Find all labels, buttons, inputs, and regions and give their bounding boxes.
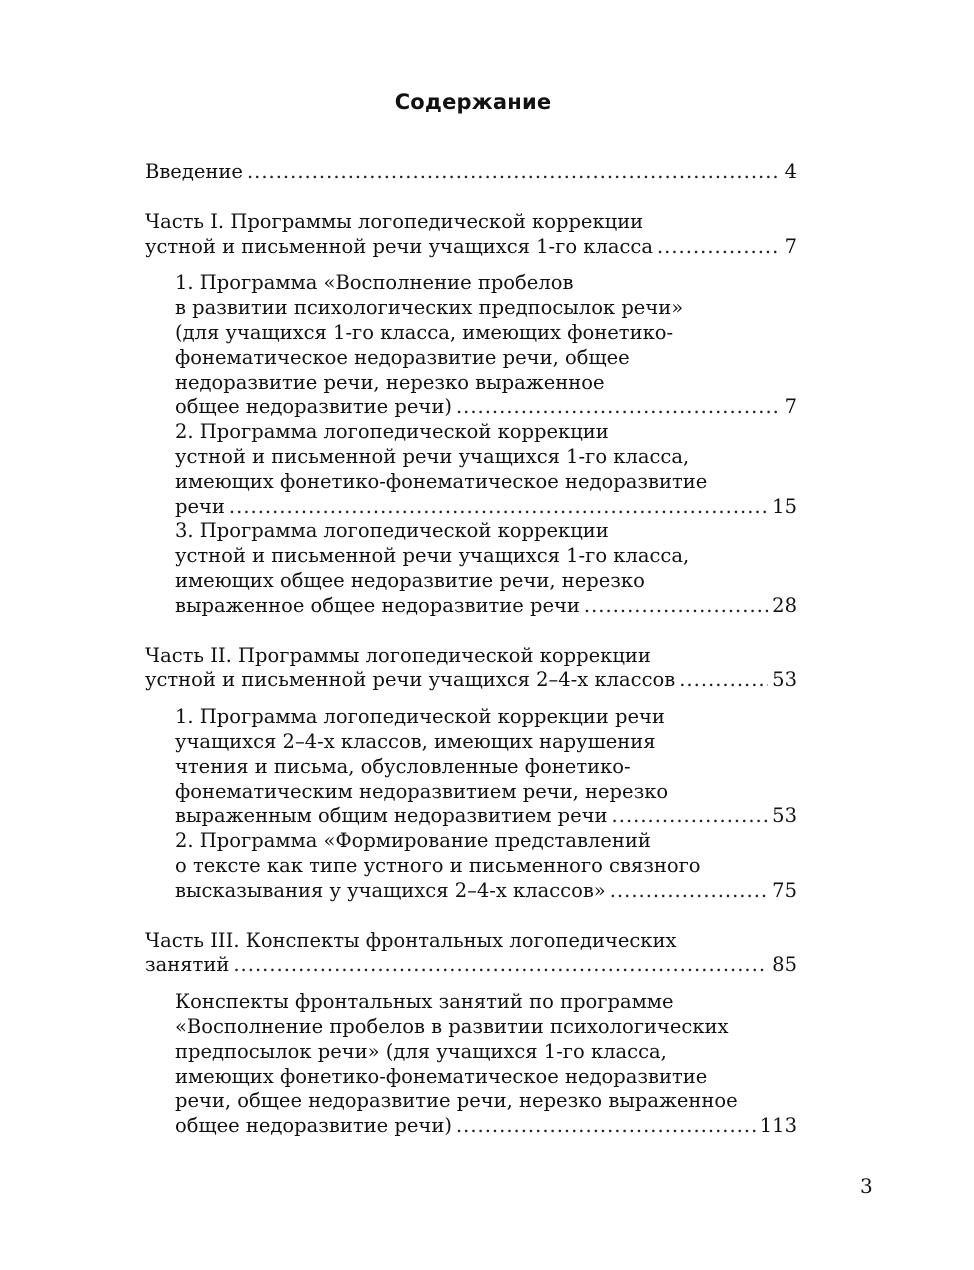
toc-line: 2. Программа логопедической коррекции bbox=[175, 420, 609, 444]
toc-line: фонематическим недоразвитием речи, нерезко bbox=[175, 779, 669, 803]
toc-line: учащихся 2–4-х классов, имеющих нарушения bbox=[175, 729, 656, 753]
page-number: 3 bbox=[860, 1174, 873, 1198]
toc-entry-part-2-program-2 bbox=[175, 829, 797, 903]
toc-page-number: 7 bbox=[784, 395, 797, 419]
toc-line: общее недоразвитие речи) bbox=[175, 1114, 452, 1138]
toc-line: имеющих фонетико-фонематическое недоразвитие bbox=[175, 1064, 708, 1088]
dot-leader bbox=[584, 594, 768, 619]
toc-page-number: 53 bbox=[772, 668, 797, 692]
toc-line: о тексте как типе устного и письменного связного bbox=[175, 853, 701, 877]
dot-leader bbox=[610, 879, 768, 904]
toc-entry-part-2-program-1 bbox=[175, 705, 797, 829]
toc-line: общее недоразвитие речи) bbox=[175, 395, 452, 419]
toc-line: устной и письменной речи учащихся 2–4-х классов bbox=[145, 668, 676, 692]
toc-line: «Восполнение пробелов в развитии психологических bbox=[175, 1014, 729, 1038]
toc-line: имеющих фонетико-фонематическое недоразвитие bbox=[175, 469, 708, 493]
toc-line: в развитии психологических предпосылок речи» bbox=[175, 296, 684, 320]
toc-line: Часть III. Конспекты фронтальных логопедических bbox=[145, 928, 677, 952]
toc-line: Введение bbox=[145, 160, 243, 183]
toc-page-number: 15 bbox=[772, 494, 797, 518]
dot-leader bbox=[657, 235, 781, 260]
toc-entry-introduction bbox=[145, 160, 797, 185]
toc-line: имеющих общее недоразвитие речи, нерезко bbox=[175, 568, 645, 592]
toc-line: Часть II. Программы логопедической коррекции bbox=[145, 643, 651, 667]
toc-line: занятий bbox=[145, 953, 230, 977]
dot-leader bbox=[247, 160, 781, 185]
toc-page-number: 7 bbox=[784, 234, 797, 258]
toc-page-number: 75 bbox=[772, 878, 797, 902]
toc-line: чтения и письма, обусловленные фонетико- bbox=[175, 754, 631, 778]
dot-leader bbox=[229, 495, 768, 520]
toc-line: недоразвитие речи, нерезко выраженное bbox=[175, 370, 605, 394]
toc-line: речи, общее недоразвитие речи, нерезко выраженное bbox=[175, 1089, 738, 1113]
toc-entry-part-3 bbox=[145, 929, 797, 979]
toc-line: выраженное общее недоразвитие речи bbox=[175, 593, 580, 617]
toc-page-number: 85 bbox=[772, 953, 797, 977]
dot-leader bbox=[612, 804, 769, 829]
toc-line: 2. Программа «Формирование представлений bbox=[175, 829, 651, 853]
toc-entry-part-1-program-1 bbox=[175, 271, 797, 420]
toc-line: устной и письменной речи учащихся 1-го класса, bbox=[175, 544, 690, 568]
toc-line: (для учащихся 1-го класса, имеющих фонетико- bbox=[175, 320, 674, 344]
toc-line: 1. Программа логопедической коррекции речи bbox=[175, 705, 665, 729]
toc-line: предпосылок речи» (для учащихся 1-го класса, bbox=[175, 1039, 667, 1063]
toc-line: речи bbox=[175, 494, 225, 518]
toc-entry-part-1-program-2 bbox=[175, 420, 797, 519]
toc-line: 3. Программа логопедической коррекции bbox=[175, 519, 609, 543]
toc-line: Часть I. Программы логопедической коррекции bbox=[145, 209, 644, 233]
toc-page-number: 53 bbox=[772, 804, 797, 828]
toc-page-number: 28 bbox=[772, 593, 797, 617]
page-title: Содержание bbox=[394, 90, 552, 114]
dot-leader bbox=[679, 668, 768, 693]
dot-leader bbox=[456, 395, 781, 420]
toc-entry-part-1-program-3 bbox=[175, 519, 797, 618]
toc-line: 1. Программа «Восполнение пробелов bbox=[175, 271, 574, 295]
toc-line: Конспекты фронтальных занятий по программе bbox=[175, 990, 674, 1014]
table-of-contents bbox=[145, 160, 797, 1139]
toc-line: устной и письменной речи учащихся 1-го класса bbox=[145, 234, 653, 258]
toc-entry-part-1 bbox=[145, 210, 797, 260]
toc-line: высказывания у учащихся 2–4-х классов» bbox=[175, 878, 606, 902]
dot-leader bbox=[233, 953, 768, 978]
toc-page-number: 4 bbox=[784, 160, 797, 183]
dot-leader bbox=[456, 1114, 756, 1139]
toc-entry-part-2 bbox=[145, 644, 797, 694]
toc-line: устной и письменной речи учащихся 1-го класса, bbox=[175, 444, 690, 468]
toc-page-number: 113 bbox=[759, 1114, 797, 1138]
toc-entry-part-3-notes bbox=[175, 990, 797, 1139]
toc-line: фонематическое недоразвитие речи, общее bbox=[175, 345, 630, 369]
toc-line: выраженным общим недоразвитием речи bbox=[175, 804, 608, 828]
